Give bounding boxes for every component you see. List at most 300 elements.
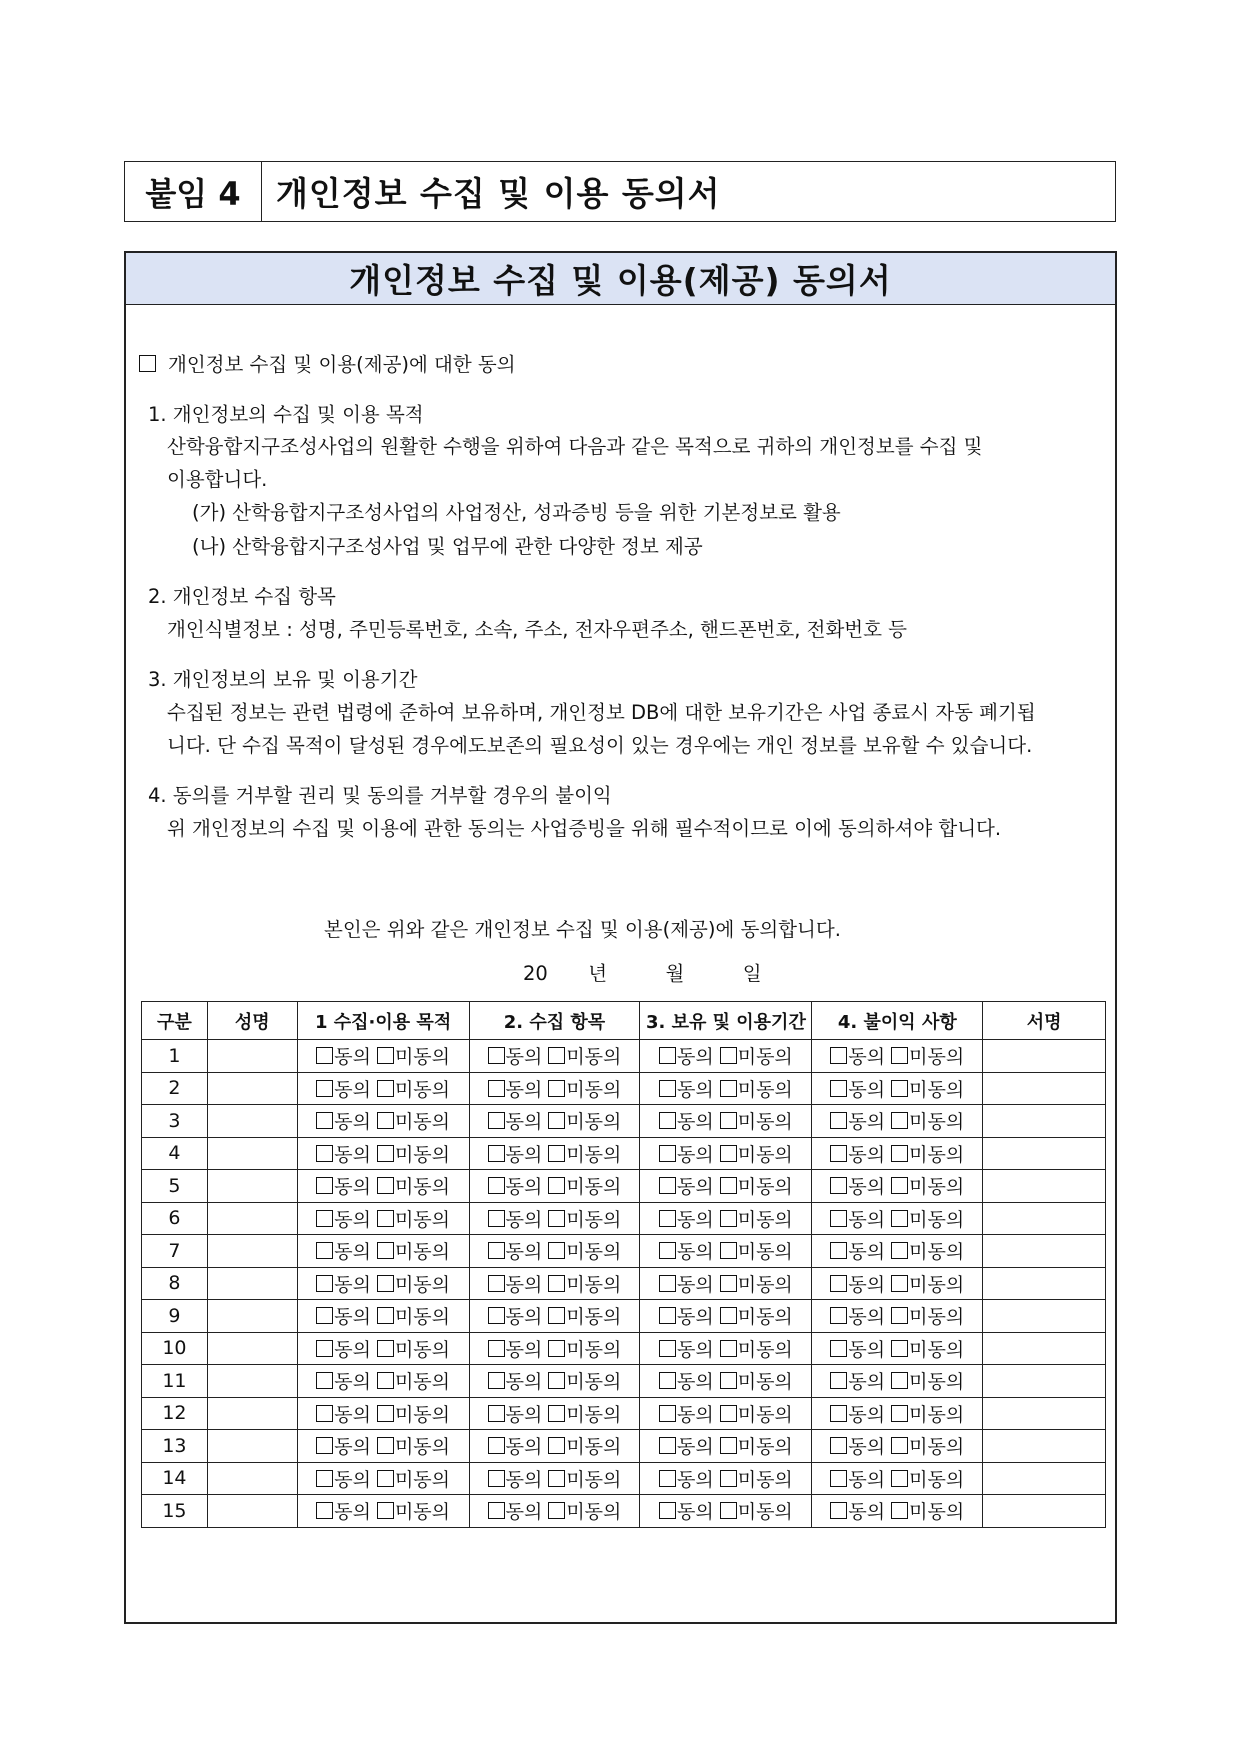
disagree-checkbox[interactable] bbox=[377, 1436, 450, 1458]
agree-label: 동의 bbox=[505, 1436, 543, 1459]
disagree-checkbox[interactable] bbox=[548, 1079, 621, 1101]
agree-checkbox[interactable] bbox=[659, 1436, 714, 1458]
disagree-label: 미동의 bbox=[566, 1046, 622, 1069]
signature-cell[interactable] bbox=[983, 1332, 1106, 1365]
agree-label: 동의 bbox=[334, 1306, 371, 1329]
agree-label: 동의 bbox=[334, 1143, 371, 1166]
disagree-checkbox[interactable] bbox=[720, 1176, 793, 1198]
consent-options-cell bbox=[469, 1300, 640, 1333]
agree-checkbox[interactable] bbox=[830, 1274, 885, 1296]
agree-label: 동의 bbox=[677, 1306, 714, 1329]
agree-checkbox[interactable] bbox=[488, 1469, 543, 1491]
consent-options-cell bbox=[640, 1462, 812, 1495]
agree-checkbox[interactable] bbox=[830, 1306, 885, 1328]
date-year-label: 년 bbox=[588, 962, 608, 985]
disagree-checkbox[interactable] bbox=[548, 1371, 621, 1393]
disagree-checkbox[interactable] bbox=[720, 1241, 793, 1263]
agree-checkbox[interactable] bbox=[830, 1501, 885, 1523]
agree-checkbox[interactable] bbox=[830, 1176, 885, 1198]
disagree-checkbox[interactable] bbox=[891, 1176, 964, 1198]
row-number: 7 bbox=[142, 1235, 208, 1268]
table-row bbox=[142, 1462, 1106, 1495]
consent-options-cell bbox=[469, 1332, 640, 1365]
disagree-checkbox[interactable] bbox=[548, 1111, 621, 1133]
checkbox-square-icon bbox=[488, 1047, 505, 1064]
name-cell[interactable] bbox=[207, 1105, 297, 1138]
signature-cell[interactable] bbox=[983, 1235, 1106, 1268]
checkbox-square-icon bbox=[659, 1080, 676, 1097]
row-number: 6 bbox=[142, 1202, 208, 1235]
disagree-label: 미동의 bbox=[394, 1501, 450, 1524]
checkbox-square-icon bbox=[830, 1242, 847, 1259]
disagree-label: 미동의 bbox=[566, 1306, 622, 1329]
disagree-checkbox[interactable] bbox=[548, 1404, 621, 1426]
column-header: 서명 bbox=[983, 1002, 1106, 1040]
consent-options-cell bbox=[640, 1332, 812, 1365]
disagree-checkbox[interactable] bbox=[548, 1306, 621, 1328]
agree-checkbox[interactable] bbox=[659, 1371, 714, 1393]
name-cell[interactable] bbox=[207, 1397, 297, 1430]
agree-checkbox[interactable] bbox=[659, 1274, 714, 1296]
disagree-checkbox[interactable] bbox=[891, 1274, 964, 1296]
checkbox-square-icon bbox=[659, 1275, 676, 1292]
table-row bbox=[142, 1495, 1106, 1528]
signature-cell[interactable] bbox=[983, 1072, 1106, 1105]
disagree-label: 미동의 bbox=[394, 1208, 450, 1231]
signature-cell[interactable] bbox=[983, 1300, 1106, 1333]
disagree-checkbox[interactable] bbox=[891, 1404, 964, 1426]
disagree-checkbox[interactable] bbox=[720, 1306, 793, 1328]
disagree-label: 미동의 bbox=[737, 1273, 793, 1296]
disagree-label: 미동의 bbox=[909, 1143, 965, 1166]
disagree-checkbox[interactable] bbox=[891, 1144, 964, 1166]
attachment-label: 붙임 4 bbox=[125, 162, 262, 221]
agree-checkbox[interactable] bbox=[659, 1111, 714, 1133]
agree-checkbox[interactable] bbox=[659, 1306, 714, 1328]
checkbox-square-icon bbox=[377, 1372, 394, 1389]
consent-options-cell bbox=[812, 1072, 983, 1105]
agree-label: 동의 bbox=[848, 1403, 886, 1426]
checkbox-square-icon bbox=[548, 1177, 565, 1194]
agree-checkbox[interactable] bbox=[659, 1404, 714, 1426]
agree-checkbox[interactable] bbox=[316, 1209, 371, 1231]
disagree-label: 미동의 bbox=[909, 1241, 965, 1264]
agree-checkbox[interactable] bbox=[659, 1079, 714, 1101]
agree-checkbox[interactable] bbox=[488, 1209, 543, 1231]
table-row bbox=[142, 1137, 1106, 1170]
agree-checkbox[interactable] bbox=[488, 1079, 543, 1101]
signature-cell[interactable] bbox=[983, 1365, 1106, 1398]
agree-checkbox[interactable] bbox=[316, 1274, 371, 1296]
disagree-checkbox[interactable] bbox=[377, 1144, 450, 1166]
consent-options-cell bbox=[812, 1040, 983, 1073]
checkbox-square-icon bbox=[720, 1405, 737, 1422]
checkbox-square-icon bbox=[488, 1145, 505, 1162]
disagree-checkbox[interactable] bbox=[720, 1111, 793, 1133]
consent-options-cell bbox=[640, 1170, 812, 1203]
disagree-label: 미동의 bbox=[737, 1306, 793, 1329]
checkbox-square-icon bbox=[377, 1047, 394, 1064]
agree-checkbox[interactable] bbox=[316, 1306, 371, 1328]
disagree-checkbox[interactable] bbox=[548, 1274, 621, 1296]
consent-options-cell bbox=[297, 1105, 469, 1138]
checkbox-square-icon bbox=[316, 1437, 333, 1454]
agree-checkbox[interactable] bbox=[316, 1176, 371, 1198]
name-cell[interactable] bbox=[207, 1040, 297, 1073]
disagree-label: 미동의 bbox=[394, 1143, 450, 1166]
agree-label: 동의 bbox=[505, 1208, 543, 1231]
agree-checkbox[interactable] bbox=[488, 1371, 543, 1393]
agree-checkbox[interactable] bbox=[316, 1339, 371, 1361]
agree-checkbox[interactable] bbox=[488, 1046, 543, 1068]
disagree-checkbox[interactable] bbox=[720, 1371, 793, 1393]
checkbox-square-icon bbox=[488, 1177, 505, 1194]
consent-options-cell bbox=[640, 1365, 812, 1398]
agree-checkbox[interactable] bbox=[488, 1306, 543, 1328]
agree-label: 동의 bbox=[677, 1436, 714, 1459]
agree-label: 동의 bbox=[677, 1046, 714, 1069]
intro-text: 개인정보 수집 및 이용(제공)에 대한 동의 bbox=[168, 353, 516, 376]
checkbox-square-icon bbox=[720, 1177, 737, 1194]
checkbox-square-icon bbox=[720, 1242, 737, 1259]
disagree-label: 미동의 bbox=[394, 1403, 450, 1426]
agree-checkbox[interactable] bbox=[488, 1176, 543, 1198]
disagree-label: 미동의 bbox=[737, 1176, 793, 1199]
disagree-checkbox[interactable] bbox=[891, 1469, 964, 1491]
disagree-checkbox[interactable] bbox=[548, 1469, 621, 1491]
signature-cell[interactable] bbox=[983, 1040, 1106, 1073]
agree-label: 동의 bbox=[848, 1111, 886, 1134]
consent-options-cell bbox=[469, 1397, 640, 1430]
agree-label: 동의 bbox=[677, 1143, 714, 1166]
checkbox-square-icon bbox=[830, 1437, 847, 1454]
disagree-checkbox[interactable] bbox=[720, 1436, 793, 1458]
disagree-checkbox[interactable] bbox=[720, 1046, 793, 1068]
disagree-checkbox[interactable] bbox=[891, 1079, 964, 1101]
checkbox-square-icon bbox=[659, 1437, 676, 1454]
disagree-label: 미동의 bbox=[737, 1208, 793, 1231]
agree-checkbox[interactable] bbox=[488, 1144, 543, 1166]
agree-checkbox[interactable] bbox=[659, 1339, 714, 1361]
agree-label: 동의 bbox=[848, 1046, 886, 1069]
disagree-checkbox[interactable] bbox=[891, 1436, 964, 1458]
disagree-label: 미동의 bbox=[909, 1468, 965, 1491]
disagree-checkbox[interactable] bbox=[548, 1241, 621, 1263]
agree-label: 동의 bbox=[505, 1143, 543, 1166]
agree-checkbox[interactable] bbox=[488, 1111, 543, 1133]
table-row bbox=[142, 1365, 1106, 1398]
disagree-checkbox[interactable] bbox=[377, 1306, 450, 1328]
disagree-checkbox[interactable] bbox=[377, 1079, 450, 1101]
name-cell[interactable] bbox=[207, 1300, 297, 1333]
consent-options-cell bbox=[640, 1105, 812, 1138]
agree-label: 동의 bbox=[848, 1306, 886, 1329]
disagree-label: 미동의 bbox=[909, 1208, 965, 1231]
agree-label: 동의 bbox=[505, 1501, 543, 1524]
agree-checkbox[interactable] bbox=[316, 1404, 371, 1426]
agree-checkbox[interactable] bbox=[659, 1501, 714, 1523]
consent-options-cell bbox=[469, 1040, 640, 1073]
disagree-label: 미동의 bbox=[566, 1241, 622, 1264]
consent-options-cell bbox=[640, 1397, 812, 1430]
agree-checkbox[interactable] bbox=[830, 1469, 885, 1491]
consent-options-cell bbox=[812, 1137, 983, 1170]
agree-checkbox[interactable] bbox=[316, 1469, 371, 1491]
disagree-label: 미동의 bbox=[909, 1436, 965, 1459]
agree-label: 동의 bbox=[505, 1273, 543, 1296]
disagree-checkbox[interactable] bbox=[548, 1501, 621, 1523]
disagree-label: 미동의 bbox=[566, 1501, 622, 1524]
consent-options-cell bbox=[297, 1495, 469, 1528]
agree-checkbox[interactable] bbox=[316, 1079, 371, 1101]
checkbox-square-icon bbox=[488, 1405, 505, 1422]
name-cell[interactable] bbox=[207, 1267, 297, 1300]
disagree-checkbox[interactable] bbox=[891, 1111, 964, 1133]
disagree-checkbox[interactable] bbox=[548, 1176, 621, 1198]
agree-checkbox[interactable] bbox=[830, 1241, 885, 1263]
disagree-checkbox[interactable] bbox=[720, 1404, 793, 1426]
agree-checkbox[interactable] bbox=[830, 1046, 885, 1068]
checkbox-square-icon bbox=[891, 1242, 908, 1259]
disagree-checkbox[interactable] bbox=[548, 1046, 621, 1068]
disagree-checkbox[interactable] bbox=[377, 1111, 450, 1133]
agree-checkbox[interactable] bbox=[830, 1339, 885, 1361]
checkbox-square-icon bbox=[830, 1047, 847, 1064]
disagree-checkbox[interactable] bbox=[377, 1371, 450, 1393]
signature-cell[interactable] bbox=[983, 1495, 1106, 1528]
checkbox-square-icon bbox=[720, 1372, 737, 1389]
checkbox-square-icon bbox=[891, 1275, 908, 1292]
name-cell[interactable] bbox=[207, 1235, 297, 1268]
checkbox-square-icon bbox=[316, 1177, 333, 1194]
disagree-checkbox[interactable] bbox=[377, 1404, 450, 1426]
date-month-label: 월 bbox=[665, 962, 685, 985]
disagree-checkbox[interactable] bbox=[891, 1046, 964, 1068]
agree-checkbox[interactable] bbox=[316, 1371, 371, 1393]
disagree-label: 미동의 bbox=[737, 1436, 793, 1459]
agree-checkbox[interactable] bbox=[316, 1111, 371, 1133]
agree-label: 동의 bbox=[677, 1403, 714, 1426]
checkbox-square-icon bbox=[720, 1047, 737, 1064]
agree-label: 동의 bbox=[334, 1241, 371, 1264]
disagree-checkbox[interactable] bbox=[377, 1469, 450, 1491]
disagree-checkbox[interactable] bbox=[720, 1144, 793, 1166]
disagree-checkbox[interactable] bbox=[891, 1501, 964, 1523]
agree-statement: 본인은 위와 같은 개인정보 수집 및 이용(제공)에 동의합니다. bbox=[324, 918, 841, 941]
signature-cell[interactable] bbox=[983, 1137, 1106, 1170]
name-cell[interactable] bbox=[207, 1170, 297, 1203]
signature-cell[interactable] bbox=[983, 1202, 1106, 1235]
disagree-label: 미동의 bbox=[566, 1143, 622, 1166]
checkbox-square-icon bbox=[891, 1210, 908, 1227]
name-cell[interactable] bbox=[207, 1462, 297, 1495]
agree-checkbox[interactable] bbox=[830, 1436, 885, 1458]
checkbox-square-icon bbox=[488, 1080, 505, 1097]
disagree-label: 미동의 bbox=[394, 1111, 450, 1134]
checkbox-square-icon bbox=[488, 1502, 505, 1519]
consent-options-cell bbox=[812, 1300, 983, 1333]
disagree-checkbox[interactable] bbox=[891, 1209, 964, 1231]
signature-cell[interactable] bbox=[983, 1170, 1106, 1203]
disagree-checkbox[interactable] bbox=[548, 1339, 621, 1361]
agree-checkbox[interactable] bbox=[316, 1144, 371, 1166]
consent-options-cell bbox=[640, 1137, 812, 1170]
signature-cell[interactable] bbox=[983, 1397, 1106, 1430]
disagree-checkbox[interactable] bbox=[377, 1046, 450, 1068]
checkbox-square-icon bbox=[891, 1177, 908, 1194]
disagree-checkbox[interactable] bbox=[891, 1241, 964, 1263]
agree-label: 동의 bbox=[677, 1501, 714, 1524]
disagree-checkbox[interactable] bbox=[377, 1176, 450, 1198]
disagree-checkbox[interactable] bbox=[377, 1274, 450, 1296]
agree-label: 동의 bbox=[334, 1078, 371, 1101]
agree-checkbox[interactable] bbox=[488, 1241, 543, 1263]
agree-checkbox[interactable] bbox=[316, 1436, 371, 1458]
agree-label: 동의 bbox=[334, 1436, 371, 1459]
disagree-checkbox[interactable] bbox=[377, 1241, 450, 1263]
agree-checkbox[interactable] bbox=[488, 1436, 543, 1458]
signature-cell[interactable] bbox=[983, 1462, 1106, 1495]
agree-checkbox[interactable] bbox=[659, 1209, 714, 1231]
disagree-checkbox[interactable] bbox=[720, 1339, 793, 1361]
name-cell[interactable] bbox=[207, 1430, 297, 1463]
disagree-label: 미동의 bbox=[566, 1208, 622, 1231]
agree-checkbox[interactable] bbox=[659, 1241, 714, 1263]
disagree-checkbox[interactable] bbox=[548, 1209, 621, 1231]
agree-checkbox[interactable] bbox=[488, 1274, 543, 1296]
signature-cell[interactable] bbox=[983, 1105, 1106, 1138]
checkbox-square-icon bbox=[548, 1405, 565, 1422]
row-number: 15 bbox=[142, 1495, 208, 1528]
consent-options-cell bbox=[469, 1267, 640, 1300]
agree-label: 동의 bbox=[334, 1273, 371, 1296]
disagree-checkbox[interactable] bbox=[891, 1371, 964, 1393]
disagree-checkbox[interactable] bbox=[377, 1209, 450, 1231]
agree-label: 동의 bbox=[334, 1208, 371, 1231]
checkbox-square-icon bbox=[377, 1145, 394, 1162]
signature-cell[interactable] bbox=[983, 1267, 1106, 1300]
disagree-label: 미동의 bbox=[909, 1371, 965, 1394]
table-body bbox=[142, 1040, 1106, 1528]
disagree-checkbox[interactable] bbox=[720, 1469, 793, 1491]
name-cell[interactable] bbox=[207, 1332, 297, 1365]
column-header: 구분 bbox=[142, 1002, 208, 1040]
checkbox-square-icon bbox=[720, 1210, 737, 1227]
section-1-item-b: (나) 산학융합지구조성사업 및 업무에 관한 다양한 정보 제공 bbox=[192, 535, 703, 558]
disagree-checkbox[interactable] bbox=[720, 1501, 793, 1523]
disagree-label: 미동의 bbox=[394, 1078, 450, 1101]
signature-cell[interactable] bbox=[983, 1430, 1106, 1463]
agree-checkbox[interactable] bbox=[830, 1404, 885, 1426]
checkbox-square-icon bbox=[891, 1112, 908, 1129]
checkbox-square-icon bbox=[548, 1502, 565, 1519]
agree-checkbox[interactable] bbox=[830, 1371, 885, 1393]
checkbox-square-icon bbox=[377, 1340, 394, 1357]
agree-checkbox[interactable] bbox=[830, 1144, 885, 1166]
consent-options-cell bbox=[640, 1430, 812, 1463]
checkbox-square-icon bbox=[891, 1145, 908, 1162]
agree-label: 동의 bbox=[677, 1078, 714, 1101]
name-cell[interactable] bbox=[207, 1137, 297, 1170]
agree-label: 동의 bbox=[848, 1078, 886, 1101]
agree-checkbox[interactable] bbox=[488, 1404, 543, 1426]
disagree-checkbox[interactable] bbox=[548, 1436, 621, 1458]
agree-label: 동의 bbox=[505, 1176, 543, 1199]
agree-checkbox[interactable] bbox=[488, 1339, 543, 1361]
disagree-label: 미동의 bbox=[737, 1501, 793, 1524]
consent-options-cell bbox=[297, 1300, 469, 1333]
name-cell[interactable] bbox=[207, 1365, 297, 1398]
disagree-checkbox[interactable] bbox=[548, 1144, 621, 1166]
checkbox-square-icon bbox=[891, 1405, 908, 1422]
checkbox-square-icon bbox=[891, 1307, 908, 1324]
column-header: 3. 보유 및 이용기간 bbox=[640, 1002, 812, 1040]
agree-label: 동의 bbox=[848, 1208, 886, 1231]
consent-options-cell bbox=[297, 1202, 469, 1235]
agree-checkbox[interactable] bbox=[659, 1176, 714, 1198]
disagree-checkbox[interactable] bbox=[891, 1306, 964, 1328]
section-2-heading: 2. 개인정보 수집 항목 bbox=[148, 585, 336, 608]
section-3-text-1: 수집된 정보는 관련 법령에 준하여 보유하며, 개인정보 DB에 대한 보유기간은 사업 종료시 자동 폐기됩 bbox=[167, 701, 1036, 724]
table-row bbox=[142, 1040, 1106, 1073]
disagree-checkbox[interactable] bbox=[377, 1339, 450, 1361]
agree-label: 동의 bbox=[848, 1143, 886, 1166]
disagree-label: 미동의 bbox=[909, 1501, 965, 1524]
consent-options-cell bbox=[640, 1235, 812, 1268]
disagree-label: 미동의 bbox=[566, 1078, 622, 1101]
agree-checkbox[interactable] bbox=[830, 1079, 885, 1101]
agree-checkbox[interactable] bbox=[659, 1046, 714, 1068]
agree-checkbox[interactable] bbox=[830, 1111, 885, 1133]
checkbox-square-icon bbox=[891, 1502, 908, 1519]
agree-checkbox[interactable] bbox=[488, 1501, 543, 1523]
consent-options-cell bbox=[469, 1105, 640, 1138]
disagree-checkbox[interactable] bbox=[377, 1501, 450, 1523]
name-cell[interactable] bbox=[207, 1072, 297, 1105]
checkbox-square-icon bbox=[316, 1242, 333, 1259]
agree-label: 동의 bbox=[334, 1501, 371, 1524]
table-row bbox=[142, 1170, 1106, 1203]
disagree-checkbox[interactable] bbox=[720, 1209, 793, 1231]
section-4-text-1: 위 개인정보의 수집 및 이용에 관한 동의는 사업증빙을 위해 필수적이므로 이에 동의하셔야 합니다. bbox=[167, 817, 1002, 840]
consent-options-cell bbox=[297, 1332, 469, 1365]
agree-checkbox[interactable] bbox=[316, 1501, 371, 1523]
row-number: 2 bbox=[142, 1072, 208, 1105]
disagree-label: 미동의 bbox=[394, 1436, 450, 1459]
checkbox-square-icon bbox=[488, 1275, 505, 1292]
disagree-checkbox[interactable] bbox=[720, 1274, 793, 1296]
agree-checkbox[interactable] bbox=[830, 1209, 885, 1231]
name-cell[interactable] bbox=[207, 1495, 297, 1528]
checkbox-square-icon bbox=[316, 1340, 333, 1357]
disagree-checkbox[interactable] bbox=[720, 1079, 793, 1101]
agree-checkbox[interactable] bbox=[316, 1241, 371, 1263]
checkbox-square-icon bbox=[488, 1210, 505, 1227]
consent-options-cell bbox=[812, 1397, 983, 1430]
agree-checkbox[interactable] bbox=[659, 1144, 714, 1166]
disagree-checkbox[interactable] bbox=[891, 1339, 964, 1361]
row-number: 14 bbox=[142, 1462, 208, 1495]
table-row bbox=[142, 1235, 1106, 1268]
name-cell[interactable] bbox=[207, 1202, 297, 1235]
column-header: 1 수집·이용 목적 bbox=[297, 1002, 469, 1040]
checkbox-square-icon bbox=[316, 1112, 333, 1129]
agree-checkbox[interactable] bbox=[659, 1469, 714, 1491]
checkbox-square-icon bbox=[548, 1145, 565, 1162]
agree-label: 동의 bbox=[677, 1176, 714, 1199]
agree-checkbox[interactable] bbox=[316, 1046, 371, 1068]
agree-label: 동의 bbox=[334, 1338, 371, 1361]
